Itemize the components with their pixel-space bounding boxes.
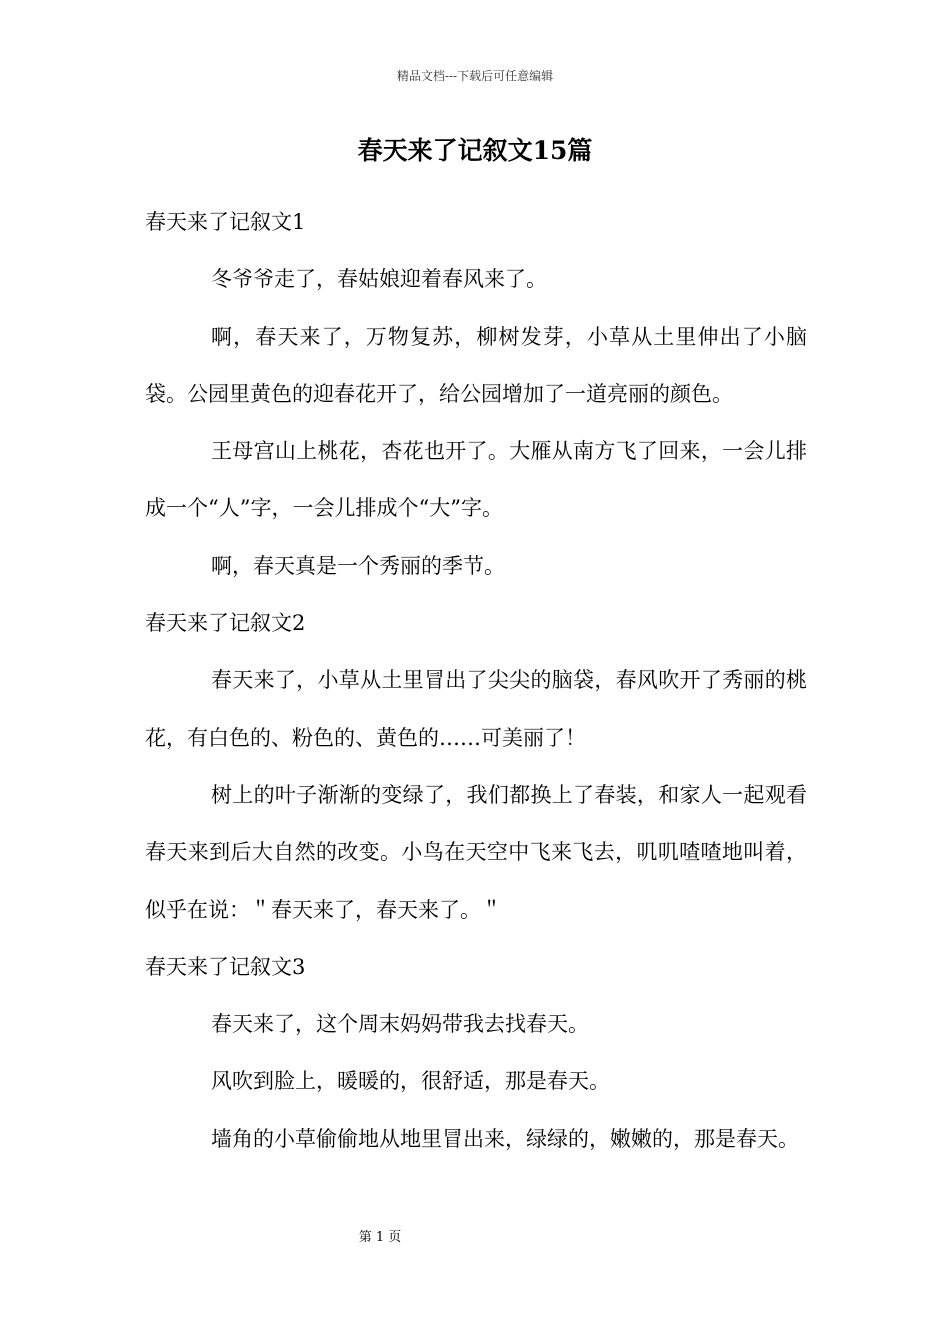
header-note: 精品文档---下载后可任意编辑	[396, 69, 554, 83]
section-3	[145, 939, 807, 1168]
paragraph: 春天来了，这个周末妈妈带我去找春天。	[211, 1012, 589, 1037]
section-heading: 春天来了记叙文2	[145, 611, 306, 636]
paragraph: 树上的叶子渐渐的变绿了，我们都换上了春装，和家人一起观看春天来到后大自然的改变。小鸟在天空中飞来飞去，叽叽喳喳地叫着，似乎在说：＂春天来了，春天来了。＂	[145, 782, 807, 922]
paragraph: 墙角的小草偷偷地从地里冒出来，绿绿的，嫩嫩的，那是春天。	[211, 1126, 799, 1151]
paragraph: 啊，春天来了，万物复苏，柳树发芽，小草从土里伸出了小脑袋。公园里黄色的迎春花开了，给公园增加了一道亮丽的颜色。	[145, 324, 807, 406]
document-body	[145, 194, 807, 1168]
paragraph: 啊，春天真是一个秀丽的季节。	[211, 553, 505, 578]
section-heading: 春天来了记叙文3	[145, 954, 306, 979]
section-1	[145, 194, 807, 595]
section-2	[145, 595, 807, 939]
paragraph: 冬爷爷走了，春姑娘迎着春风来了。	[211, 267, 547, 292]
document-title: 春天来了记叙文15篇	[357, 136, 593, 165]
paragraph: 风吹到脸上，暖暖的，很舒适，那是春天。	[211, 1069, 610, 1094]
paragraph: 王母宫山上桃花，杏花也开了。大雁从南方飞了回来，一会儿排成一个“人”字，一会儿排成个“大”字。	[145, 439, 807, 521]
section-heading: 春天来了记叙文1	[145, 210, 306, 234]
page-number: 第 1 页	[358, 1230, 402, 1245]
paragraph: 春天来了，小草从土里冒出了尖尖的脑袋，春风吹开了秀丽的桃花，有白色的、粉色的、黄色的……可美丽了！	[145, 668, 807, 750]
